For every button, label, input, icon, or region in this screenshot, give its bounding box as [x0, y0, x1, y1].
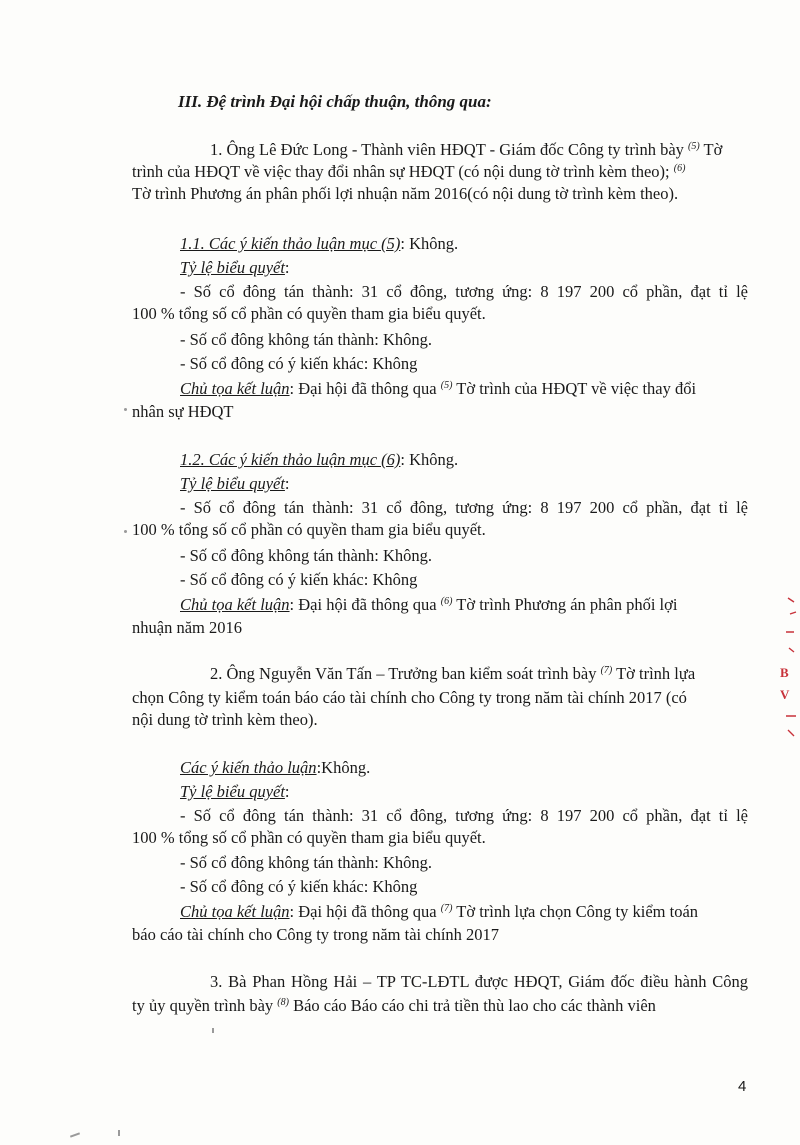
sub2-conclusion-text: Tờ trình lựa chọn Công ty kiểm toán	[456, 902, 699, 921]
sub12-ratio	[180, 474, 290, 494]
sub11-conclusion-label: Chủ tọa kết luận	[180, 379, 290, 398]
scan-speck	[118, 1130, 120, 1136]
sub2-ratio	[180, 782, 290, 802]
sub11-ratio	[180, 258, 290, 278]
sub2-title-value: :Không.	[316, 758, 371, 777]
item2-text: Tờ trình lựa	[616, 664, 696, 683]
sub12-ratio-colon: :	[284, 474, 290, 493]
sub2-other: - Số cổ đông có ý kiến khác: Không	[180, 877, 418, 896]
ref-sup-6: (6)	[673, 163, 686, 174]
sub2-conclusion-text: : Đại hội đã thông qua	[289, 902, 437, 921]
stamp-letter: V	[780, 687, 790, 702]
stamp-letter: B	[780, 665, 789, 680]
ref-sup-5: (5)	[440, 380, 453, 391]
sub11-ratio-colon: :	[284, 258, 290, 277]
sub11-conclusion-text: Tờ trình của HĐQT về việc thay đổi	[456, 379, 697, 398]
sub12-conclusion-label: Chủ tọa kết luận	[180, 595, 290, 614]
sub11-title	[180, 234, 458, 254]
sub11-conclusion	[180, 379, 696, 399]
sub12-ratio-label: Tỷ lệ biểu quyết	[180, 474, 285, 493]
sub11-other: - Số cổ đông có ý kiến khác: Không	[180, 354, 418, 373]
item1-text: Tờ	[703, 140, 723, 159]
item1-text: trình của HĐQT về việc thay đổi nhân sự HĐQT (có nội dung tờ trình kèm theo);	[132, 162, 670, 181]
page-number: 4	[738, 1078, 747, 1095]
stamp-marks	[780, 592, 800, 662]
sub2-ratio-label: Tỷ lệ biểu quyết	[180, 782, 285, 801]
scan-speck	[212, 1028, 214, 1033]
sub2-agree-1: - Số cổ đông tán thành: 31 cổ đông, tương ứng: 8 197 200 cổ phần, đạt tỉ lệ	[180, 806, 748, 825]
item3-text: ty ủy quyền trình bày	[132, 996, 274, 1015]
item1-line1	[210, 140, 722, 160]
sub12-title	[180, 450, 458, 470]
sub11-agree-2: 100 % tổng số cổ phần có quyền tham gia biểu quyết.	[132, 304, 486, 323]
item2-line3: nội dung tờ trình kèm theo).	[132, 710, 318, 729]
item3-line2	[132, 996, 656, 1016]
sub2-conclusion-label: Chủ tọa kết luận	[180, 902, 290, 921]
sub12-conclusion-text: Tờ trình Phương án phân phối lợi	[456, 595, 678, 614]
scan-speck	[124, 530, 127, 533]
sub11-conclusion-text: : Đại hội đã thông qua	[289, 379, 437, 398]
sub12-disagree: - Số cổ đông không tán thành: Không.	[180, 546, 433, 565]
stamp-marks	[780, 706, 800, 746]
sub12-title-value: : Không.	[400, 450, 459, 469]
sub11-title-label: 1.1. Các ý kiến thảo luận mục (5)	[180, 234, 401, 253]
sub11-ratio-label: Tỷ lệ biểu quyết	[180, 258, 285, 277]
scan-speck	[70, 1132, 80, 1137]
sub12-conclusion-2: nhuận năm 2016	[132, 618, 242, 637]
item3-line1: 3. Bà Phan Hồng Hải – TP TC-LĐTL được HĐQT, Giám đốc điều hành Công	[210, 972, 748, 991]
sub11-conclusion-2: nhân sự HĐQT	[132, 402, 234, 421]
sub2-ratio-colon: :	[284, 782, 290, 801]
sub12-title-label: 1.2. Các ý kiến thảo luận mục (6)	[180, 450, 401, 469]
scan-speck	[124, 408, 127, 411]
ref-sup-7: (7)	[440, 903, 453, 914]
sub11-disagree: - Số cổ đông không tán thành: Không.	[180, 330, 433, 349]
sub2-title	[180, 758, 370, 778]
item2-text: 2. Ông Nguyễn Văn Tấn – Trưởng ban kiểm soát trình bày	[210, 664, 597, 683]
item1-line3: Tờ trình Phương án phân phối lợi nhuận năm 2016(có nội dung tờ trình kèm theo).	[132, 184, 679, 203]
ref-sup-5: (5)	[688, 141, 700, 152]
ref-sup-8: (8)	[277, 997, 289, 1008]
sub12-conclusion-text: : Đại hội đã thông qua	[289, 595, 437, 614]
sub2-conclusion-2: báo cáo tài chính cho Công ty trong năm tài chính 2017	[132, 925, 500, 944]
sub2-agree-2: 100 % tổng số cổ phần có quyền tham gia biểu quyết.	[132, 828, 486, 847]
section-heading: III. Đệ trình Đại hội chấp thuận, thông qua:	[178, 92, 492, 111]
item2-line2: chọn Công ty kiểm toán báo cáo tài chính cho Công ty trong năm tài chính 2017 (có	[132, 688, 687, 707]
stamp-fragment	[780, 592, 800, 772]
sub2-conclusion	[180, 902, 698, 922]
item2-line1	[210, 664, 695, 684]
sub11-agree-1: - Số cổ đông tán thành: 31 cổ đông, tương ứng: 8 197 200 cổ phần, đạt tỉ lệ	[180, 282, 748, 301]
ref-sup-7: (7)	[600, 665, 613, 676]
item3-text: Báo cáo Báo cáo chi trả tiền thù lao cho các thành viên	[293, 996, 656, 1015]
sub2-title-label: Các ý kiến thảo luận	[180, 758, 317, 777]
sub2-disagree: - Số cổ đông không tán thành: Không.	[180, 853, 433, 872]
sub12-agree-1: - Số cổ đông tán thành: 31 cổ đông, tương ứng: 8 197 200 cổ phần, đạt tỉ lệ	[180, 498, 748, 517]
ref-sup-6: (6)	[440, 596, 453, 607]
sub12-conclusion	[180, 595, 677, 615]
sub12-other: - Số cổ đông có ý kiến khác: Không	[180, 570, 418, 589]
item1-line2	[132, 162, 685, 182]
item1-text: 1. Ông Lê Đức Long - Thành viên HĐQT - Giám đốc Công ty trình bày	[210, 140, 684, 159]
sub11-title-value: : Không.	[400, 234, 459, 253]
sub12-agree-2: 100 % tổng số cổ phần có quyền tham gia biểu quyết.	[132, 520, 486, 539]
